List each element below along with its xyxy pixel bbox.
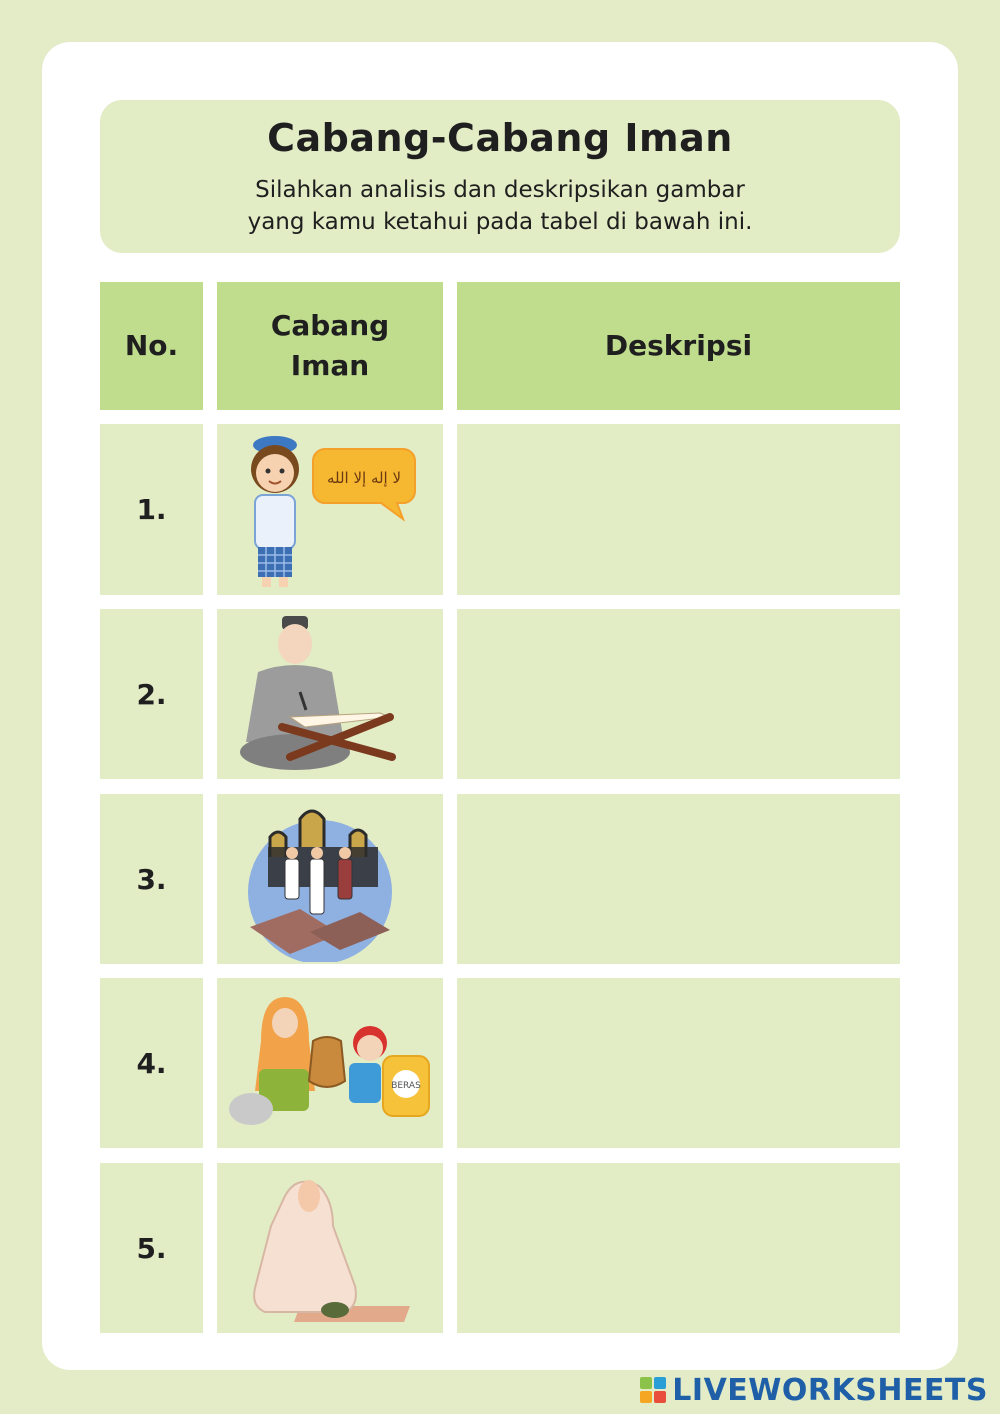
description-field-1[interactable] [457,424,900,595]
instructions-line-1: Silahkan analisis dan deskripsikan gambar [255,177,745,203]
row-number-5 [100,1163,203,1333]
row-number-2 [100,609,203,779]
congregational-prayer-icon [230,797,430,962]
row-number-label: 3. [136,862,167,896]
description-field-5[interactable] [457,1163,900,1333]
row-number-label: 5. [136,1231,167,1265]
speech-bubble-text: لا إله إلا الله [326,469,402,487]
column-header-no [100,282,203,410]
row-number-4 [100,978,203,1148]
brand-name: LIVEWORKSHEETS [672,1372,988,1408]
description-field-2[interactable] [457,609,900,779]
row-number-label: 1. [136,493,167,526]
giving-charity-rice-icon [223,981,438,1146]
woman-praying-icon [230,1166,430,1331]
rice-bag-label: BERAS [390,1080,421,1091]
row-number-label: 2. [136,677,167,711]
column-header-deskripsi [457,282,900,410]
row-number-1 [100,424,203,595]
man-reading-quran-icon [230,612,430,777]
instructions-line-2: yang kamu ketahui pada tabel di bawah ini. [247,209,753,235]
description-field-4[interactable] [457,978,900,1148]
boy-reciting-shahada-icon [230,427,430,592]
picture-cell-4 [217,978,443,1148]
picture-cell-3 [217,794,443,964]
column-header-cabang-iman-label: Cabang Iman [270,309,390,382]
picture-cell-5 [217,1163,443,1333]
description-field-3[interactable] [457,794,900,964]
row-number-label: 4. [136,1046,167,1080]
row-number-3 [100,794,203,964]
column-header-no-label: No. [124,329,179,362]
picture-cell-2 [217,609,443,779]
column-header-deskripsi-label: Deskripsi [604,329,753,362]
page-title: Cabang-Cabang Iman [267,116,733,160]
worksheet-header [100,100,900,253]
liveworksheets-logo-icon [640,1377,666,1403]
picture-cell-1 [217,424,443,595]
column-header-cabang-iman [217,282,443,410]
footer-brand[interactable] [640,1372,988,1408]
instructions [100,174,900,238]
